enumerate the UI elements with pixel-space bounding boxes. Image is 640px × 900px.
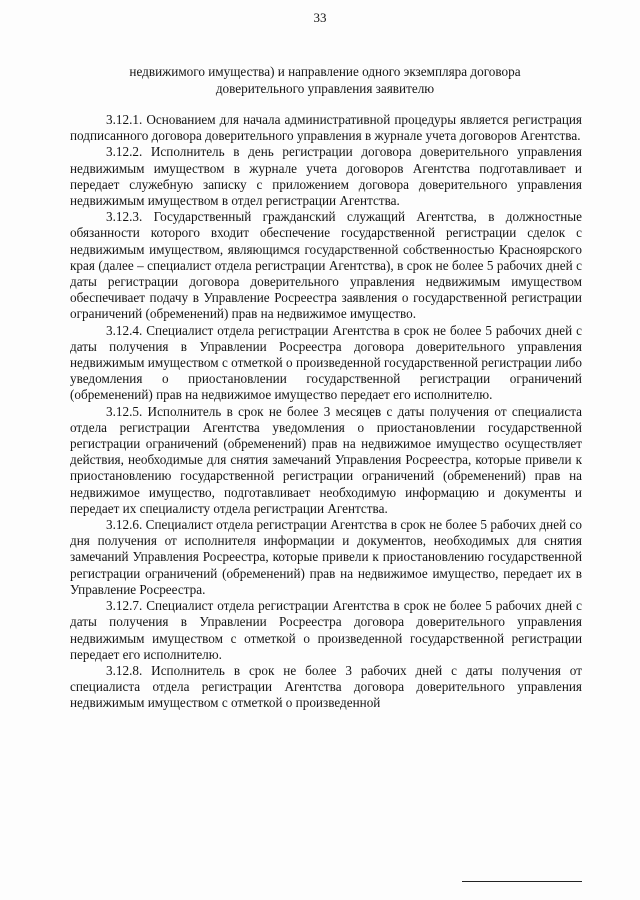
paragraph-3-12-5: 3.12.5. Исполнитель в срок не более 3 месяцев с даты получения от специалиста отдела регистрации Агентства уведомления о приостановлении государственной регистрации ограничений (обременений) прав на недвижимое имущество осуществляет действия, необходимые для снятия замечаний Управления Росреестра, которые привели к приостановлению государственной регистрации ограничений (обременений) прав на недвижимое имущество, подготавливает необходимую информацию и документы и передает их специалисту отдела регистрации Агентства. [70,403,582,516]
paragraph-3-12-1: 3.12.1. Основанием для начала административной процедуры является регистрация подписанного договора доверительного управления в журнале учета договоров Агентства. [70,112,582,144]
document-body [70,112,582,712]
paragraph-3-12-6: 3.12.6. Специалист отдела регистрации Агентства в срок не более 5 рабочих дней со дня получения от исполнителя информации и документов, необходимых для снятия замечаний Управления Росреестра, которые привели к приостановлению государственной регистрации ограничений (обременений) прав на недвижимое имущество, передает их в Управление Росреестра. [70,517,582,597]
paragraph-3-12-2: 3.12.2. Исполнитель в день регистрации договора доверительного управления недвижимым имуществом в журнале учета договоров Агентства подготавливает и передает служебную записку с приложением договора доверительного управления недвижимым имуществом в отдел регистрации Агентства. [70,144,582,209]
paragraph-3-12-7: 3.12.7. Специалист отдела регистрации Агентства в срок не более 5 рабочих дней с даты получения в Управлении Росреестра договора доверительного управления недвижимым имуществом с отметкой о произведенной государственной регистрации передает его исполнителю. [70,598,582,662]
section-heading-line: недвижимого имущества) и направление одного экземпляра договора [129,64,521,79]
section-heading-line: доверительного управления заявителю [215,81,435,96]
paragraph-3-12-3: 3.12.3. Государственный гражданский служащий Агентства, в должностные обязанности которого входит обеспечение государственной регистрации сделок с недвижимым имуществом, являющимся государственной собственностью Красноярского края (далее – специалист отдела регистрации Агентства), в срок не более 5 рабочих дней с даты регистрации договора доверительного управления недвижимым имуществом обеспечивает подачу в Управление Росреестра заявления о государственной регистрации ограничений (обременений) прав на недвижимое имущество. [70,209,582,322]
paragraph-3-12-8: 3.12.8. Исполнитель в срок не более 3 рабочих дней с даты получения от специалиста отдела регистрации Агентства договора доверительного управления недвижимым имуществом с отметкой о произведенной [70,662,582,711]
footer-divider [462,881,582,882]
paragraph-3-12-4: 3.12.4. Специалист отдела регистрации Агентства в срок не более 5 рабочих дней с даты получения в Управлении Росреестра договора доверительного управления недвижимым имуществом с отметкой о произведенной государственной регистрации либо уведомления о приостановлении государственной регистрации ограничений (обременений) прав на недвижимое имущество передает его исполнителю. [70,322,582,403]
page-number: 33 [313,10,327,25]
section-heading [70,63,580,97]
